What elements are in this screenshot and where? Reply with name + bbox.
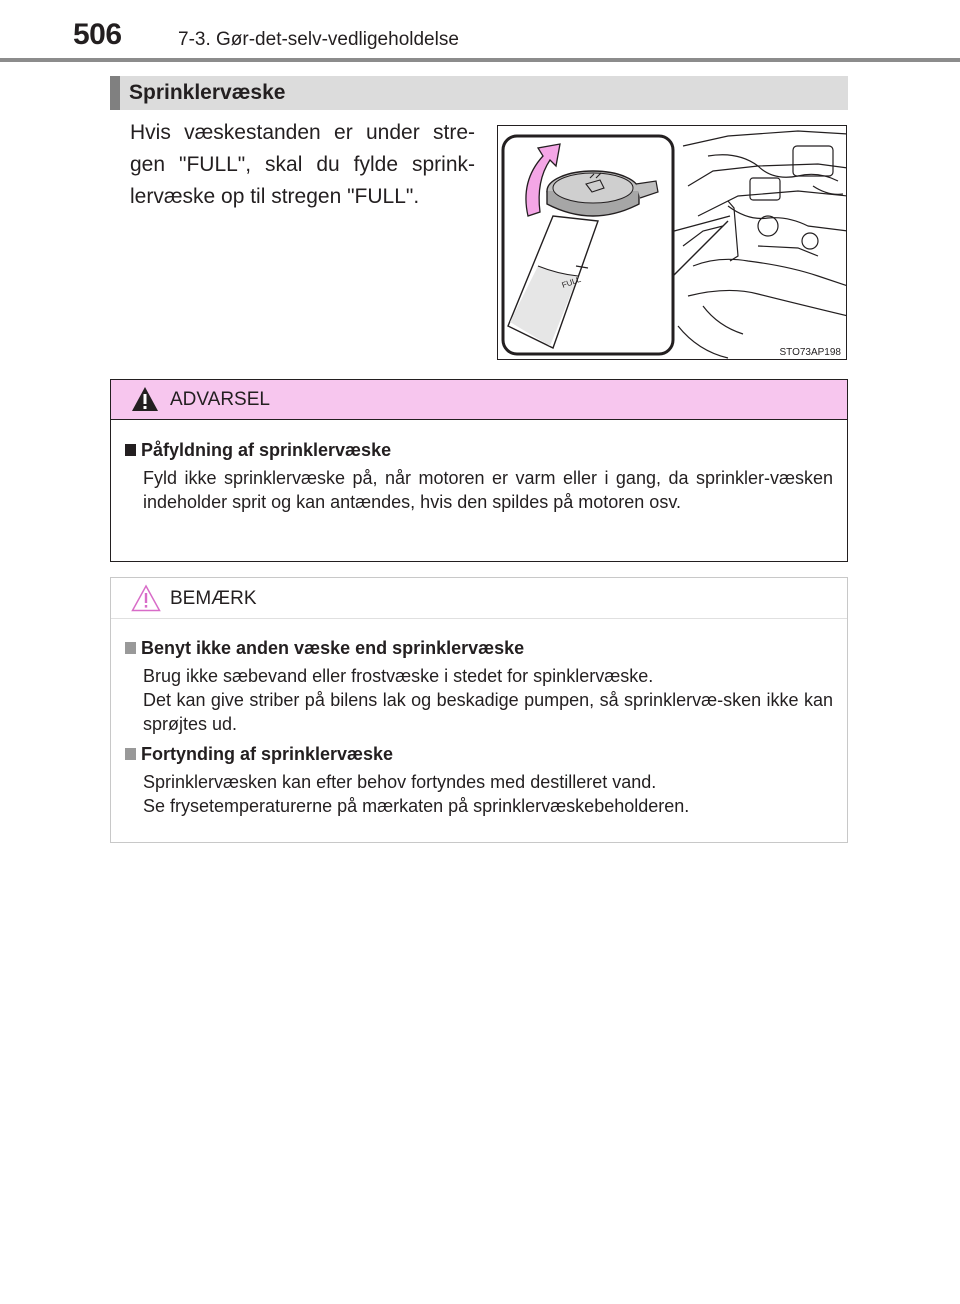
notice-item-body: Sprinklervæsken kan efter behov fortyndes med destilleret vand. Se frysetemperaturerne på mærkaten på sprinklervæskebeholderen. (143, 772, 690, 816)
washer-reservoir-illustration (498, 126, 847, 360)
warning-item-title: Påfyldning af sprinklervæske (125, 438, 833, 462)
chapter-title: 7-3. Gør-det-selv-vedligeholdelse (178, 29, 459, 50)
warning-label: ADVARSEL (170, 389, 270, 410)
engine-bay-drawing (678, 131, 847, 358)
warning-item-body: Fyld ikke sprinklervæske på, når motoren er varm eller i gang, da sprinkler-væsken indeholder sprit og kan antændes, hvis den spildes på motoren osv. (143, 468, 833, 512)
page-header (0, 0, 960, 62)
notice-triangle-icon (131, 584, 161, 612)
figure-code: STO73AP198 (779, 347, 841, 358)
page-number: 506 (73, 18, 122, 51)
washer-fluid-figure (497, 125, 847, 360)
notice-item-title: Benyt ikke anden væske end sprinklervæske (125, 636, 833, 660)
notice-item-body: Brug ikke sæbevand eller frostvæske i stedet for spinklervæske. Det kan give striber på bilens lak og beskadige pumpen, så sprinklervæ-sken ikke kan sprøjtes ud. (143, 666, 833, 734)
notice-item-title: Fortynding af sprinklervæske (125, 742, 833, 766)
notice-item-1 (125, 636, 833, 736)
bullet-square-icon (125, 642, 136, 654)
section-heading-tab (110, 76, 120, 110)
full-level-mark: FULL (560, 274, 583, 290)
warning-box (110, 379, 848, 562)
section-title: Sprinklervæske (129, 81, 286, 104)
warning-header (111, 380, 847, 420)
section-heading-bar (110, 76, 848, 110)
warning-item (125, 438, 833, 514)
notice-box (110, 577, 848, 843)
intro-text: Hvis væskestanden er under stre-gen "FULL", skal du fylde sprink-lervæske op til stregen "FULL". (130, 121, 475, 208)
notice-item-2 (125, 742, 833, 818)
header-rule (0, 58, 960, 62)
bullet-square-icon (125, 444, 136, 456)
warning-triangle-icon (131, 386, 159, 412)
notice-label: BEMÆRK (170, 588, 257, 609)
bullet-square-icon (125, 748, 136, 760)
notice-header (111, 578, 847, 619)
